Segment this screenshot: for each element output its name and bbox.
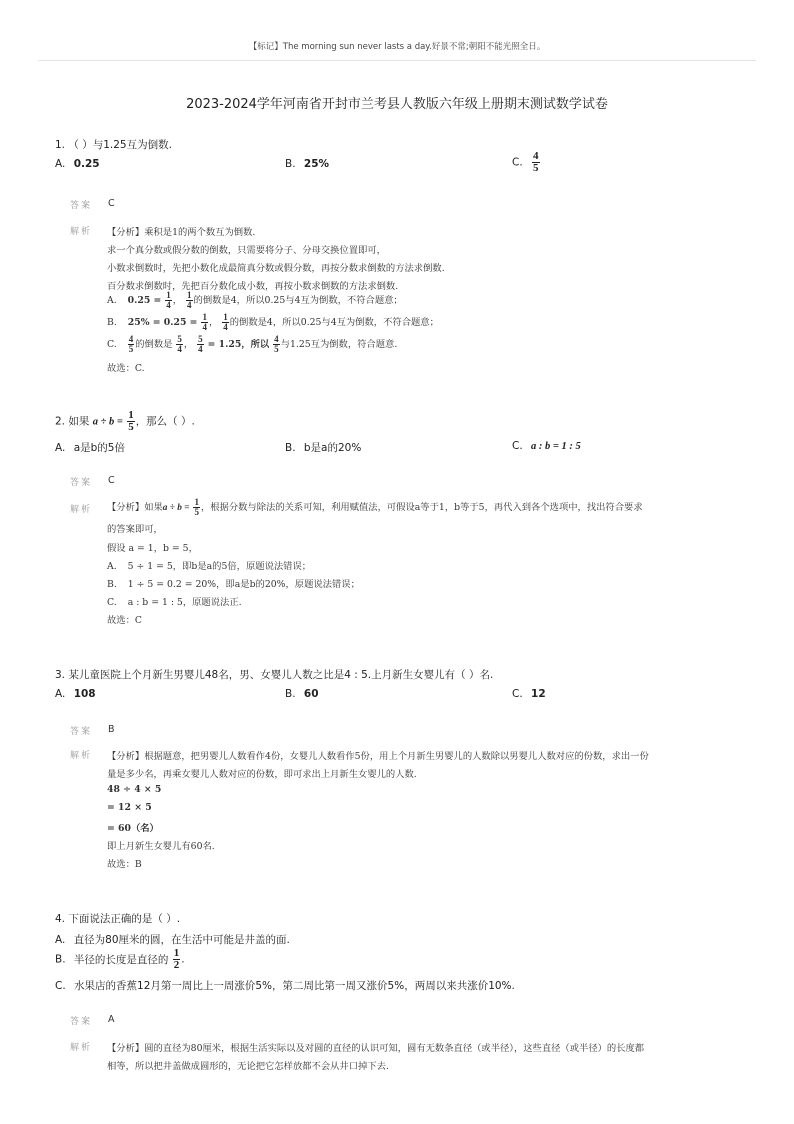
option-letter: A. <box>107 295 117 306</box>
analysis-line: 【分析】根据题意，把男婴儿人数看作4份，女婴儿人数看作5份，用上个月新生男婴儿的人数除以男婴儿人数对应的份数，求出一份 <box>107 751 649 762</box>
analysis-text: 【分析】如果 <box>107 502 163 513</box>
question-number: 3. <box>55 669 66 681</box>
answer-label: 答案 <box>70 727 93 737</box>
calc-step: 48 ÷ 4 × 5 <box>107 784 162 795</box>
denominator: 4 <box>198 344 203 354</box>
denominator: 5 <box>128 344 134 354</box>
analysis-conclusion: 故选：C. <box>107 363 145 374</box>
analysis-label: 解析 <box>70 1043 93 1053</box>
fraction <box>193 498 200 517</box>
analysis-conclusion: 故选：B <box>107 859 142 870</box>
option-letter: C. <box>55 980 66 992</box>
question-2-option-c <box>512 440 581 452</box>
question-3-option-c <box>512 688 546 700</box>
question-4-option-b <box>55 948 185 971</box>
fraction <box>186 291 193 310</box>
calc-step: = 60（名） <box>107 823 159 834</box>
analysis-line: 小数求倒数时，先把小数化成最简真分数或假分数，再按分数求倒数的方法求倒数. <box>107 263 445 274</box>
analysis-text: 的倒数是 <box>135 339 173 350</box>
denominator: 2 <box>173 959 180 971</box>
option-letter: C. <box>107 597 117 608</box>
question-2-answer: C <box>108 475 115 486</box>
math-expr: = 1.25，所以 <box>207 339 270 350</box>
option-text: 直径为80厘米的圆，在生活中可能是井盖的面. <box>73 934 290 946</box>
calc-step: = 12 × 5 <box>107 802 152 813</box>
math-expr: 0.25 = <box>127 295 162 306</box>
analysis-line: 的答案即可， <box>107 524 163 535</box>
option-letter: B. <box>55 953 66 966</box>
fraction <box>165 291 172 310</box>
analysis-option-c: C. $\frac{4}{5}$ 的倒数是 $\frac{5}{4}$ ， $\frac{5}{4}$ = 1.25，所以 $\frac{4}{5}$ 与1.25互为倒数，符合题意. <box>107 334 398 354</box>
numerator: 1 <box>202 312 207 322</box>
question-3-option-a <box>55 688 96 700</box>
analysis-line: 量是多少名，再乘女婴儿人数对应的份数，即可求出上月新生女婴儿的人数. <box>107 769 417 780</box>
analysis-text: a : b = 1 : 5，原题说法正. <box>127 597 242 608</box>
analysis-line <box>107 576 360 590</box>
numerator: 1 <box>187 290 192 300</box>
option-letter: B. <box>285 442 296 454</box>
fraction <box>222 313 229 332</box>
analysis-text: 5 ÷ 1 = 5，即b是a的5倍，原题说法错误； <box>127 561 312 572</box>
option-letter: A. <box>55 688 66 700</box>
analysis-line: 相等，所以把井盖做成圆形的，无论把它怎样放都不会从井口掉下去. <box>107 1061 389 1072</box>
option-text: a是b的5倍 <box>73 442 125 454</box>
answer-label: 答案 <box>70 201 93 211</box>
denominator: 4 <box>202 322 207 332</box>
analysis-label: 解析 <box>70 505 93 515</box>
question-1-option-c <box>512 151 541 174</box>
option-text: a : b = 1 : 5 <box>531 441 581 452</box>
fraction <box>173 948 181 971</box>
numerator: 1 <box>128 409 134 421</box>
analysis-line <box>107 498 643 517</box>
numerator: 4 <box>128 334 134 344</box>
question-1-stem <box>55 137 172 152</box>
analysis-text: 的倒数是4，所以0.25与4互为倒数，不符合题意； <box>193 295 403 306</box>
option-text: 0.25 <box>73 158 100 170</box>
question-4-option-c <box>55 978 515 993</box>
question-4-answer: A <box>108 1014 115 1025</box>
numerator: 1 <box>194 497 199 507</box>
denominator: 5 <box>533 162 539 174</box>
analysis-line <box>107 558 311 572</box>
fraction <box>128 335 135 354</box>
option-letter: B. <box>107 579 117 590</box>
question-number: 4. <box>55 913 66 925</box>
fraction <box>197 335 204 354</box>
analysis-option-a: A. 0.25 = $\frac{1}{4}$ ， $\frac{1}{4}$ 的倒数是4，所以0.25与4互为倒数，不符合题意； <box>107 290 403 310</box>
numerator: 5 <box>177 334 182 344</box>
question-2-stem <box>55 410 195 433</box>
question-2-option-a <box>55 440 125 455</box>
option-text: . <box>181 953 185 966</box>
option-letter: A. <box>55 442 66 454</box>
option-letter: B. <box>285 688 296 700</box>
option-text: 60 <box>303 688 319 700</box>
option-letter: B. <box>107 317 117 328</box>
option-letter: A. <box>107 561 117 572</box>
question-3-option-b <box>285 688 319 700</box>
question-4-option-a <box>55 932 290 947</box>
math-expr: a ÷ b = <box>162 503 190 513</box>
denominator: 5 <box>128 421 134 433</box>
option-letter: A. <box>55 934 66 946</box>
option-letter: C. <box>512 440 523 452</box>
analysis-text: 与1.25互为倒数，符合题意. <box>280 339 398 350</box>
denominator: 5 <box>274 344 279 354</box>
page-motto: 【标记】The morning sun never lasts a day.好景不常;朝阳不能光照全日。 <box>248 42 546 52</box>
question-text: （ ）与1.25互为倒数. <box>68 139 172 151</box>
numerator: 1 <box>223 312 228 322</box>
question-text: 下面说法正确的是（ ）. <box>68 913 181 925</box>
question-4-stem <box>55 911 180 926</box>
question-2-option-b <box>285 440 361 455</box>
option-text: 半径的长度是直径的 <box>73 953 169 966</box>
question-text: 某儿童医院上个月新生男婴儿48名，男、女婴儿人数之比是4 : 5.上月新生女婴儿有（ ）名. <box>68 669 494 681</box>
fraction <box>201 313 208 332</box>
analysis-text: ，根据分数与除法的关系可知，利用赋值法，可假设a等于1，b等于5，再代入到各个选项中，找出符合要求 <box>200 502 643 513</box>
denominator: 4 <box>166 300 171 310</box>
analysis-line: 【分析】圆的直径为80厘米，根据生活实际以及对圆的直径的认识可知，圆有无数条直径（或半径），这些直径（或半径）的长度都 <box>107 1043 645 1054</box>
analysis-line: 假设 a = 1，b = 5， <box>107 543 198 554</box>
analysis-text: 1 ÷ 5 = 0.2 = 20%，即a是b的20%，原题说法错误； <box>127 579 360 590</box>
math-expr: a ÷ b = <box>92 416 123 428</box>
analysis-line <box>107 594 242 608</box>
question-1-option-b <box>285 158 329 170</box>
numerator: 4 <box>533 150 539 162</box>
fraction <box>176 335 183 354</box>
option-letter: C. <box>512 156 523 169</box>
question-number: 2. <box>55 415 66 428</box>
answer-label: 答案 <box>70 1017 93 1027</box>
question-text: 如果 <box>68 415 90 428</box>
denominator: 4 <box>177 344 182 354</box>
option-text: 水果店的香蕉12月第一周比上一周涨价5%，第二周比第一周又涨价5%，两周以来共涨价10%. <box>74 980 515 992</box>
analysis-line: 百分数求倒数时，先把百分数化成小数，再按小数求倒数的方法求倒数. <box>107 281 399 292</box>
fraction <box>273 335 280 354</box>
option-fraction <box>532 151 540 174</box>
analysis-label: 解析 <box>70 227 93 237</box>
option-letter: C. <box>512 688 523 700</box>
math-expr: 25% = 0.25 = <box>127 317 198 328</box>
analysis-conclusion: 故选：C <box>107 615 143 626</box>
numerator: 4 <box>274 334 279 344</box>
analysis-line: 【分析】乘积是1的两个数互为倒数. <box>107 227 256 238</box>
numerator: 5 <box>198 334 203 344</box>
answer-label: 答案 <box>70 478 93 488</box>
analysis-text: 的倒数是4，所以0.25与4互为倒数，不符合题意； <box>229 317 439 328</box>
option-letter: C. <box>107 339 117 350</box>
analysis-line: 即上月新生女婴儿有60名. <box>107 841 215 852</box>
denominator: 5 <box>194 507 199 517</box>
option-letter: B. <box>285 158 296 170</box>
denominator: 4 <box>223 322 228 332</box>
numerator: 1 <box>166 290 171 300</box>
option-text: 108 <box>73 688 96 700</box>
option-text: 25% <box>303 158 330 170</box>
numerator: 1 <box>173 947 180 959</box>
analysis-label: 解析 <box>70 751 93 761</box>
denominator: 4 <box>187 300 192 310</box>
question-1-option-a <box>55 158 100 170</box>
question-text: ，那么（ ）. <box>135 415 195 428</box>
question-3-answer: B <box>108 724 115 735</box>
option-text: b是a的20% <box>303 442 362 454</box>
analysis-line: 求一个真分数或假分数的倒数，只需要将分子、分母交换位置即可， <box>107 245 386 256</box>
analysis-option-b: B. 25% = 0.25 = $\frac{1}{4}$ ， $\frac{1}{4}$ 的倒数是4，所以0.25与4互为倒数，不符合题意； <box>107 312 439 332</box>
fraction <box>127 410 135 433</box>
option-text: 12 <box>531 688 546 700</box>
option-letter: A. <box>55 158 66 170</box>
question-1-answer: C <box>108 198 115 209</box>
header-divider <box>38 60 756 61</box>
question-3-stem <box>55 667 493 682</box>
document-title: 2023-2024学年河南省开封市兰考县人教版六年级上册期末测试数学试卷 <box>186 97 608 112</box>
question-number: 1. <box>55 139 66 151</box>
